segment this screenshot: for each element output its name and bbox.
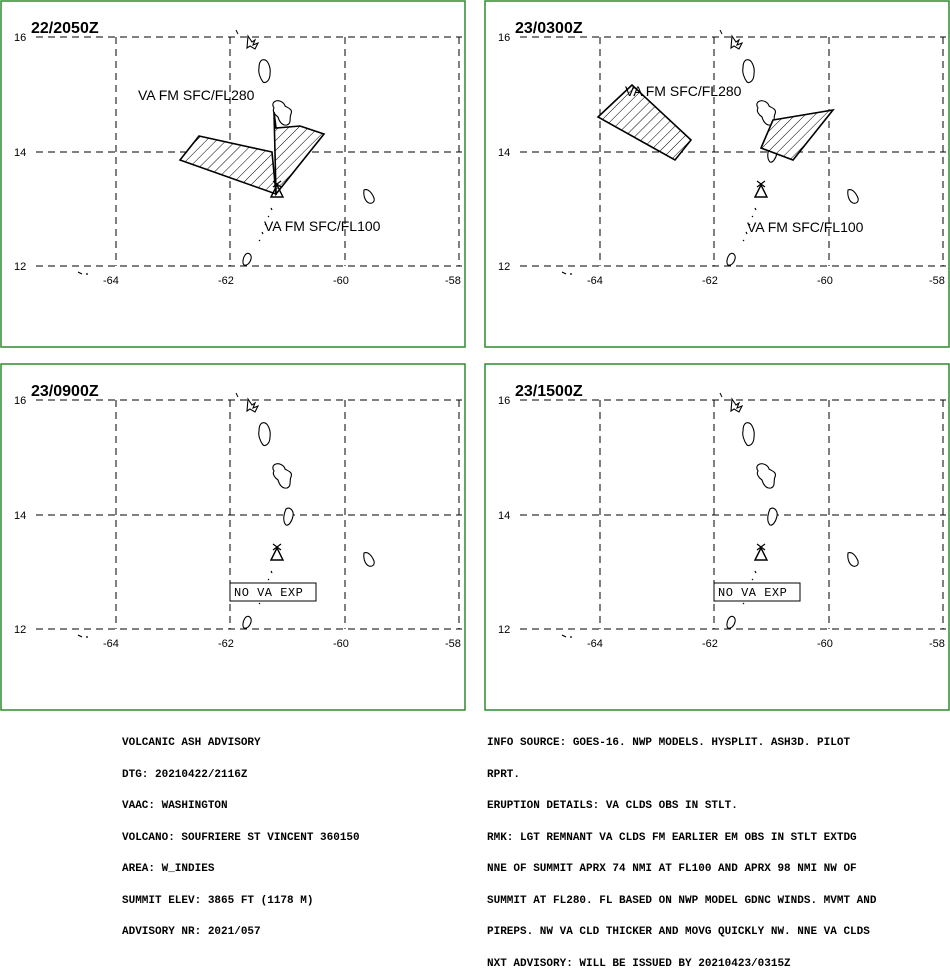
volcano-icon: [271, 544, 283, 560]
lat-tick-12: 12: [14, 261, 27, 273]
lon-tick-58: -58: [445, 275, 461, 287]
advisory-line: NXT ADVISORY: WILL BE ISSUED BY 20210423/0315Z: [487, 957, 791, 970]
ash-label-lower: VA FM SFC/FL100: [747, 219, 864, 235]
lon-tick-62: -62: [218, 275, 234, 287]
advisory-line: SUMMIT AT FL280. FL BASED ON NWP MODEL GDNC WINDS. MVMT AND: [487, 894, 877, 907]
lat-tick-14: 14: [14, 510, 27, 522]
advisory-line: VOLCANIC ASH ADVISORY: [122, 737, 261, 749]
map-panel-1: [0, 0, 466, 348]
lon-tick-62: -62: [218, 638, 234, 650]
advisory-line: AREA: W_INDIES: [122, 863, 215, 875]
lat-tick-14: 14: [14, 147, 27, 159]
map-panel-2: [484, 0, 950, 348]
advisory-line: VOLCANO: SOUFRIERE ST VINCENT 360150: [122, 831, 360, 844]
lat-tick-12: 12: [498, 624, 511, 636]
lat-tick-16: 16: [498, 32, 511, 44]
ash-cloud-fl100: [274, 112, 324, 194]
map-panel-3: [0, 363, 466, 711]
lon-tick-58: -58: [929, 275, 945, 287]
lon-tick-58: -58: [445, 638, 461, 650]
lon-tick-60: -60: [333, 638, 349, 650]
lat-tick-16: 16: [498, 395, 511, 407]
lat-tick-12: 12: [498, 261, 511, 273]
panel-frame: [485, 1, 949, 347]
panel-title: 23/0300Z: [515, 20, 583, 37]
lon-tick-60: -60: [817, 638, 833, 650]
lon-tick-64: -64: [587, 275, 603, 287]
advisory-left-block: [122, 717, 360, 948]
advisory-line: ERUPTION DETAILS: VA CLDS OBS IN STLT.: [487, 800, 738, 812]
ash-label-upper: VA FM SFC/FL280: [138, 87, 255, 103]
lon-tick-58: -58: [929, 638, 945, 650]
advisory-line: ADVISORY NR: 2021/057: [122, 926, 261, 938]
lon-tick-60: -60: [817, 275, 833, 287]
advisory-line: RPRT.: [487, 768, 521, 781]
lon-tick-64: -64: [103, 275, 119, 287]
lat-tick-14: 14: [498, 510, 511, 522]
lon-tick-60: -60: [333, 275, 349, 287]
advisory-line: INFO SOURCE: GOES-16. NWP MODELS. HYSPLIT. ASH3D. PILOT: [487, 737, 851, 749]
panel-title: 22/2050Z: [31, 20, 99, 37]
lat-tick-14: 14: [498, 147, 511, 159]
lat-tick-16: 16: [14, 32, 27, 44]
panel-title: 23/1500Z: [515, 383, 583, 400]
advisory-line: RMK: LGT REMNANT VA CLDS FM EARLIER EM OBS IN STLT EXTDG: [487, 831, 857, 844]
no-va-label: NO VA EXP: [234, 586, 304, 600]
panel-title: 23/0900Z: [31, 383, 99, 400]
panel-frame: [1, 364, 465, 710]
lon-tick-64: -64: [103, 638, 119, 650]
lon-tick-62: -62: [702, 275, 718, 287]
volcano-icon: [755, 181, 767, 197]
ash-cloud-fl280: [180, 136, 276, 194]
ash-label-upper: VA FM SFC/FL280: [625, 83, 742, 99]
advisory-line: VAAC: WASHINGTON: [122, 800, 228, 812]
advisory-right-block: [487, 717, 876, 980]
advisory-line: DTG: 20210422/2116Z: [122, 768, 248, 781]
advisory-line: SUMMIT ELEV: 3865 FT (1178 M): [122, 894, 314, 907]
lon-tick-62: -62: [702, 638, 718, 650]
ash-label-lower: VA FM SFC/FL100: [264, 218, 381, 234]
map-panel-4: [484, 363, 950, 711]
panel-frame: [485, 364, 949, 710]
advisory-line: NNE OF SUMMIT APRX 74 NMI AT FL100 AND APRX 98 NMI NW OF: [487, 863, 857, 875]
lon-tick-64: -64: [587, 638, 603, 650]
advisory-line: PIREPS. NW VA CLD THICKER AND MOVG QUICKLY NW. NNE VA CLDS: [487, 926, 870, 938]
lat-tick-12: 12: [14, 624, 27, 636]
lat-tick-16: 16: [14, 395, 27, 407]
volcano-icon: [755, 544, 767, 560]
no-va-label: NO VA EXP: [718, 586, 788, 600]
